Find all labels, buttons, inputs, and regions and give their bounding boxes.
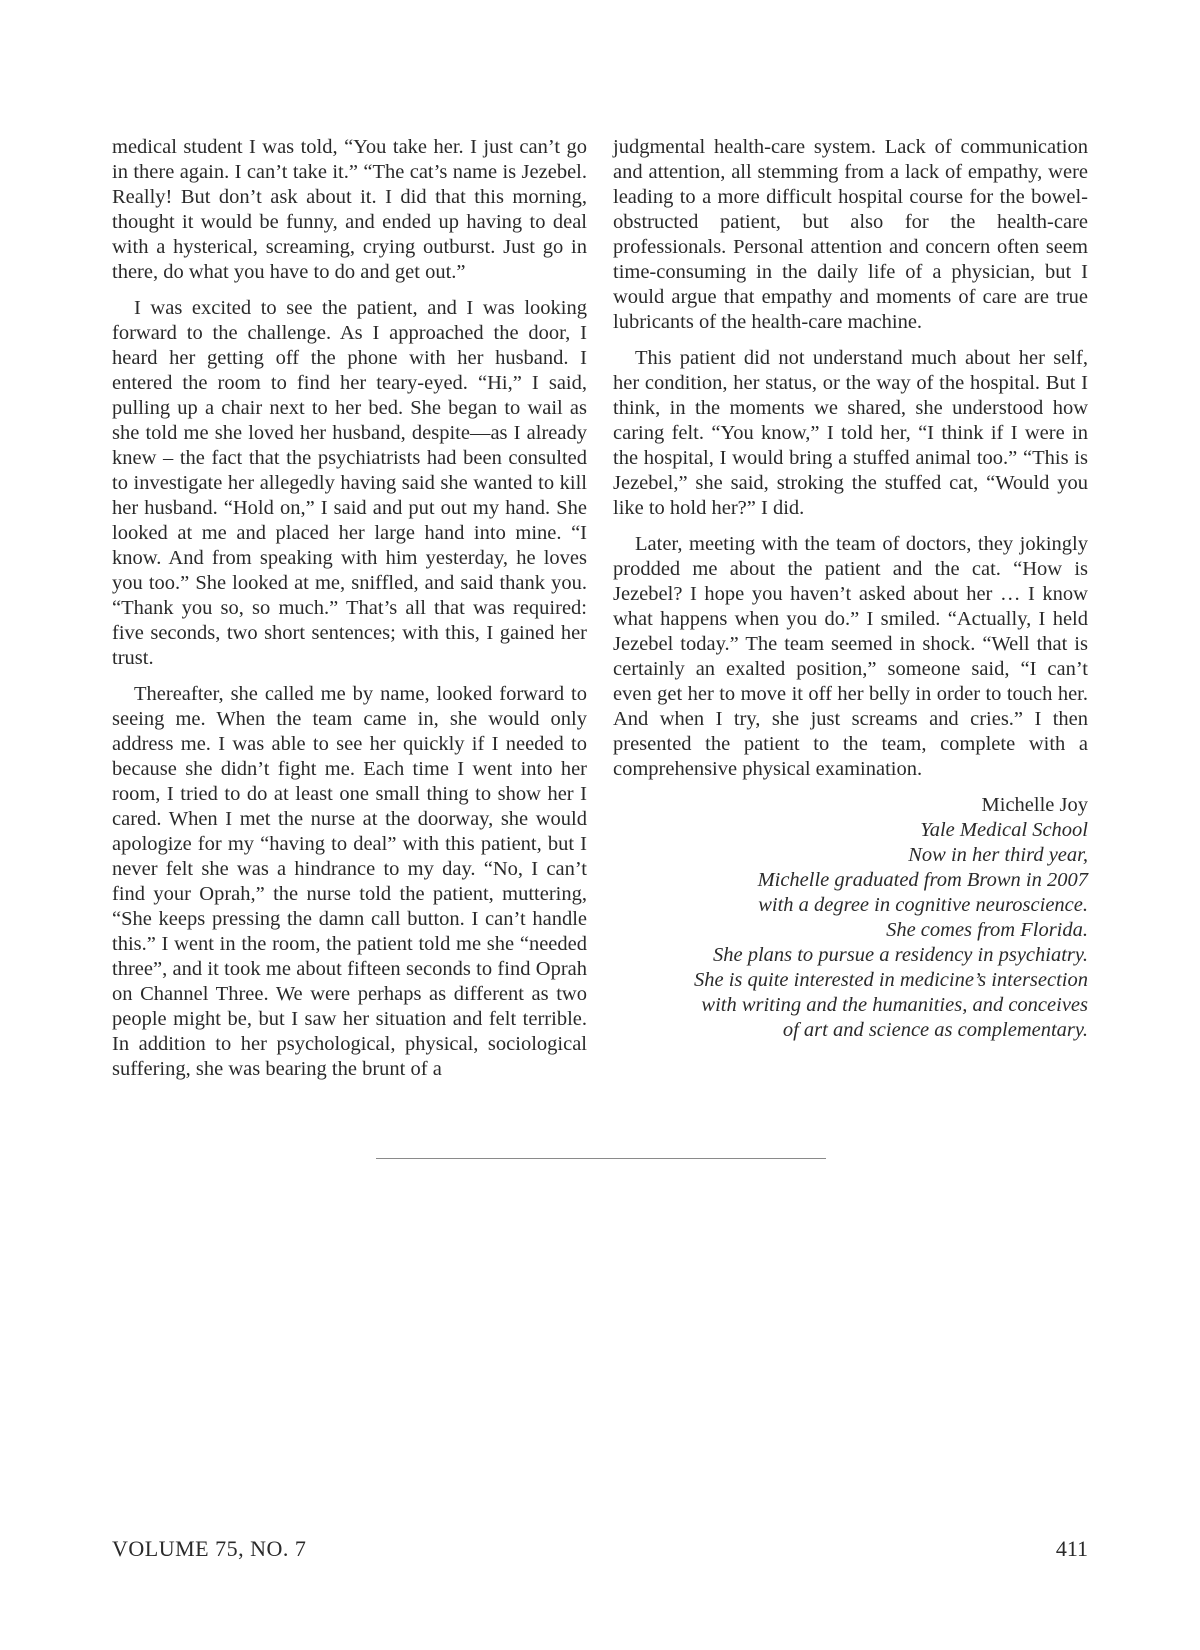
paragraph: medical student I was told, “You take her. I just can’t go in there again. I can’t take it.” “The cat’s name is Jezebel. Really! But don’t ask about it. I did that this morning, thought it would be funny, and ended up having to deal with a hysterical, screaming, crying outburst. Just go in there, do what you have to do and get out.”: [112, 136, 587, 283]
author-bio-line: Now in her third year,: [908, 844, 1088, 866]
paragraph: This patient did not understand much about her self, her condition, her status, or the way of the hospital. But I think, in the moments we shared, she understood how caring felt. “You know,” I told her, “I think if I were in the hospital, I would bring a stuffed animal too.” “This is Jezebel,” she said, stroking the stuffed cat, “Would you like to hold her?” I did.: [613, 347, 1088, 519]
author-bio-line: Michelle graduated from Brown in 2007: [757, 869, 1088, 891]
volume-label: VOLUME 75, NO. 7: [112, 1536, 307, 1561]
author-signature: [613, 793, 1088, 1043]
author-name: Michelle Joy: [981, 794, 1088, 816]
right-column: [613, 135, 1088, 1043]
author-bio-line: She plans to pursue a residency in psychiatry.: [712, 944, 1088, 966]
author-bio-line: of art and science as complementary.: [782, 1019, 1088, 1041]
paragraph: judgmental health-care system. Lack of communication and attention, all stemming from a lack of empathy, were leading to a more difficult hospital course for the bowel-obstructed patient, but also for the health-care professionals. Personal attention and concern often seem time-consuming in the daily life of a physician, but I would argue that empathy and moments of care are true lubricants of the health-care machine.: [613, 136, 1088, 333]
author-school: Yale Medical School: [920, 819, 1088, 841]
left-column: [112, 135, 587, 1093]
paragraph: Later, meeting with the team of doctors, they jokingly prodded me about the patient and the cat. “How is Jezebel? I hope you haven’t asked about her … I know what happens when you do.” I smiled. “Actually, I held Jezebel today.” The team seemed in shock. “Well that is certainly an exalted position,” someone said, “I can’t even get her to move it off her belly in order to touch her. And when I try, she just screams and cries.” I then presented the patient to the team, complete with a comprehensive physical examination.: [613, 533, 1088, 780]
author-bio-line: with writing and the humanities, and conceives: [701, 994, 1088, 1016]
author-bio-line: She comes from Florida.: [886, 919, 1088, 941]
page-number: 411: [1055, 1536, 1088, 1561]
section-divider: [376, 1158, 826, 1159]
paragraph: I was excited to see the patient, and I was looking forward to the challenge. As I approached the door, I heard her getting off the phone with her husband. I entered the room to find her teary-eyed. “Hi,” I said, pulling up a chair next to her bed. She began to wail as she told me she loved her husband, despite—as I already knew – the fact that the psychiatrists had been consulted to investigate her allegedly having said she wanted to kill her husband. “Hold on,” I said and put out my hand. She looked at me and placed her large hand into mine. “I know. And from speaking with him yesterday, he loves you too.” She looked at me, sniffled, and said thank you. “Thank you so, so much.” That’s all that was required: five seconds, two short sentences; with this, I gained her trust.: [112, 297, 587, 669]
author-bio-line: with a degree in cognitive neuroscience.: [758, 894, 1088, 916]
author-bio-line: She is quite interested in medicine’s intersection: [694, 969, 1088, 991]
paragraph: Thereafter, she called me by name, looked forward to seeing me. When the team came in, she would only address me. I was able to see her quickly if I needed to because she didn’t fight me. Each time I went into her room, I tried to do at least one small thing to show her I cared. When I met the nurse at the doorway, she would apologize for my “having to deal” with this patient, but I never felt she was a hindrance to my day. “No, I can’t find your Oprah,” the nurse told the patient, muttering, “She keeps pressing the damn call button. I can’t handle this.” I went in the room, the patient told me she “needed three”, and it took me about fifteen seconds to find Oprah on Channel Three. We were perhaps as different as two people might be, but I saw her situation and felt terrible. In addition to her psychological, physical, sociological suffering, she was bearing the brunt of a: [112, 683, 587, 1080]
